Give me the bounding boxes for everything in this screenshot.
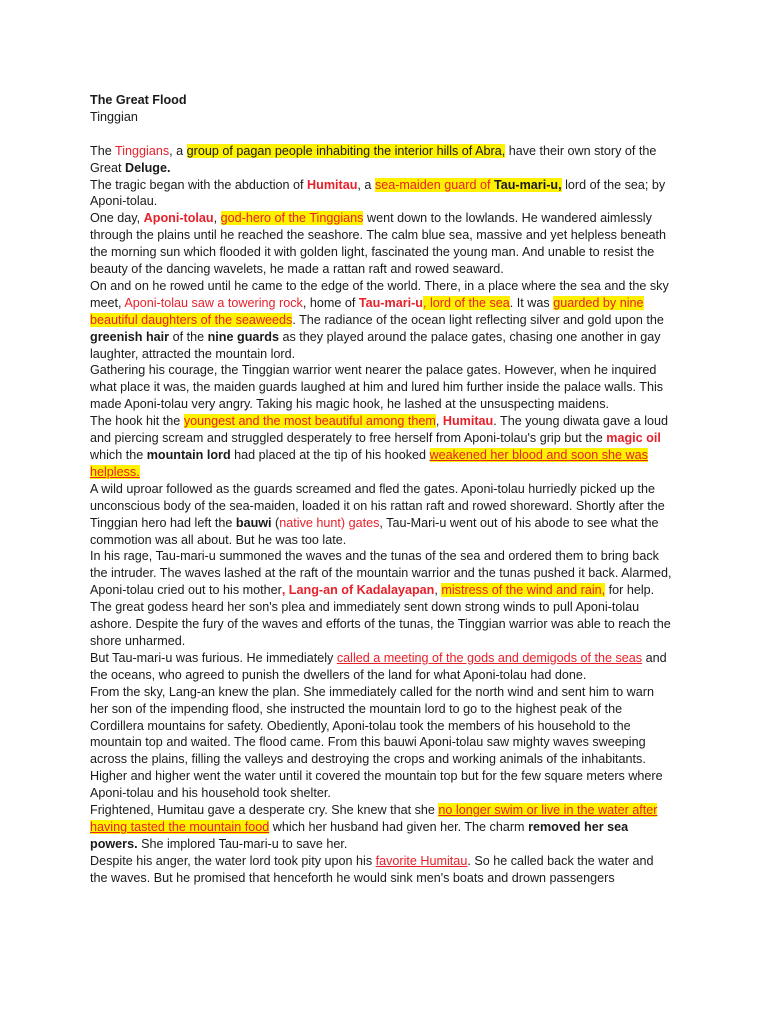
text-run: In his rage, Tau-mari-u summoned the waves and the tunas of the sea and ordered them to bring back the intruder. The waves lashed at the raft of the mountain warrior and the tunas pushed it back. Alarmed, Aponi-tolau cried out to his mother xyxy=(90,549,672,598)
text-run: , home of xyxy=(302,295,359,310)
text-run: mountain lord xyxy=(146,448,231,463)
paragraph xyxy=(90,177,674,211)
text-run: which her husband had given her. The charm xyxy=(269,819,529,834)
text-run: . The young diwata gave a loud and piercing scream and struggled desperately to free herself from Aponi-tolau's grip but the xyxy=(90,414,669,446)
text-run: which the xyxy=(90,448,147,463)
text-run: had placed at the tip of his hooked xyxy=(230,448,430,463)
text-run: , xyxy=(213,211,221,226)
text-run: greenish hair xyxy=(90,329,170,344)
highlighted-text: sea-maiden guard of xyxy=(374,177,494,192)
text-run: as they played around the palace gates, chasing one another in gay laughter, attracted the mountain lord. xyxy=(90,329,661,361)
emphasis-text: Tau-mari-u xyxy=(358,295,423,310)
emphasis-text: Humitau xyxy=(307,177,358,192)
text-run: A wild uproar followed as the guards screamed and fled the gates. Aponi-tolau hurriedly picked up the unconscious body of the sea-maiden, loaded it on his rattan raft and rowed shoreward. Shortly after the Tinggian hero had left the xyxy=(90,481,665,530)
highlighted-text: god-hero of the Tinggians xyxy=(220,211,364,226)
text-run: On and on he rowed until he came to the edge of the world. There, in a place where the sea and the sky meet, xyxy=(90,278,669,310)
emphasis-text: favorite Humitau xyxy=(375,853,468,868)
text-run: . The radiance of the ocean light reflecting silver and gold upon the xyxy=(292,312,664,327)
text-run: bauwi xyxy=(235,515,272,530)
text-run: ( xyxy=(271,515,280,530)
text-run: lord of the sea; by Aponi-tolau. xyxy=(90,177,666,209)
paragraph xyxy=(90,548,674,649)
text-run: of the xyxy=(169,329,208,344)
text-run: . It was xyxy=(509,295,554,310)
text-run: From the sky, Lang-an knew the plan. She immediately called for the north wind and sent him to warn her son of the impending flood, she instructed the mountain lord to go to the highest peak of the Cordillera mountains for safety. Obediently, Aponi-tolau took the members of his household to the mountain top and waited. The flood came. From this bauwi Aponi-tolau saw mighty waves sweeping across the plains, filling the valleys and destroying the crops and working animals of the inhabitants. Higher and higher went the water until it covered the mountain top but for the few square meters where Aponi-tolau and his household took shelter. xyxy=(90,684,663,801)
text-run: went down to the lowlands. He wandered aimlessly through the plains until he reached the seashore. The calm blue sea, massive and yet helpless beneath the morning sun which flooded it with golden light, fascinated the young man. And unable to resist the beauty of the dancing wavelets, he made a rattan raft and rowed seaward. xyxy=(90,211,666,277)
document-page xyxy=(90,92,674,887)
text-run: removed her sea powers. xyxy=(90,819,629,851)
text-run: have their own story of the Great xyxy=(90,143,657,175)
text-run: , a xyxy=(169,143,187,158)
emphasis-text: Humitau xyxy=(442,414,494,429)
highlighted-text: group of pagan people inhabiting the interior hills of Abra, xyxy=(186,143,506,158)
highlighted-text: mistress of the wind and rain, xyxy=(441,583,606,598)
text-run: The xyxy=(90,143,115,158)
emphasis-text: Aponi-tolau saw a towering rock xyxy=(124,295,303,310)
paragraph xyxy=(90,278,674,363)
text-run: Frightened, Humitau gave a desperate cry. She knew that she xyxy=(90,803,439,818)
emphasis-text: native hunt) gates xyxy=(279,515,380,530)
text-run: nine guards xyxy=(207,329,279,344)
emphasis-text: Aponi-tolau xyxy=(143,211,214,226)
text-run: , Tau-Mari-u went out of his abode to see what the commotion was all about. But he was too late. xyxy=(90,515,659,547)
highlighted-text: weakened her blood and soon she was helpless. xyxy=(90,448,648,479)
text-run: Deluge. xyxy=(125,160,171,175)
text-run: . So he called back the water and the waves. But he promised that henceforth he would sink men's boats and drown passengers xyxy=(90,853,654,885)
text-run: Gathering his courage, the Tinggian warrior went nearer the palace gates. However, when he inquired what place it was, the maiden guards laughed at him and lured him further inside the palace walls. This made Aponi-tolau very angry. Taking his magic hook, he lashed at the unsuspecting maidens. xyxy=(90,363,664,412)
paragraph xyxy=(90,853,674,887)
text-run: and the oceans, who agreed to punish the dwellers of the land for what Aponi-tolau had done. xyxy=(90,650,667,682)
paragraph xyxy=(90,362,674,413)
paragraph xyxy=(90,143,674,177)
text-run: for help. The great godess heard her son's plea and immediately sent down strong winds to pull Aponi-tolau ashore. Despite the fury of the waves and efforts of the tunas, the Tinggian warrior was able to reach the shore unharmed. xyxy=(90,583,671,648)
paragraph xyxy=(90,802,674,853)
text-run: Despite his anger, the water lord took pity upon his xyxy=(90,853,376,868)
emphasis-text: , Lang-an of Kadalayapan xyxy=(281,583,435,598)
highlighted-text: no longer swim or live in the water after having tasted the mountain food xyxy=(90,803,658,834)
paragraph xyxy=(90,210,674,278)
highlighted-text: , lord of the sea xyxy=(422,295,510,310)
emphasis-text: Tinggians xyxy=(114,143,170,158)
paragraph xyxy=(90,684,674,802)
document-subtitle: Tinggian xyxy=(90,109,138,124)
emphasis-text: called a meeting of the gods and demigods of the seas xyxy=(336,650,643,665)
text-run: , a xyxy=(357,177,375,192)
document-body xyxy=(90,143,674,887)
text-run: But Tau-mari-u was furious. He immediately xyxy=(90,650,337,665)
highlighted-text: Tau-mari-u, xyxy=(493,177,562,192)
emphasis-text: magic oil xyxy=(606,431,661,446)
text-run: She implored Tau-mari-u to save her. xyxy=(137,836,348,851)
text-run: One day, xyxy=(90,211,144,226)
highlighted-text: guarded by nine beautiful daughters of the seaweeds xyxy=(90,295,644,327)
text-run: The tragic began with the abduction of xyxy=(90,177,308,192)
paragraph xyxy=(90,413,674,481)
blank-line xyxy=(90,126,674,143)
text-run: , xyxy=(434,583,442,598)
highlighted-text: youngest and the most beautiful among them xyxy=(183,414,436,429)
document-title: The Great Flood xyxy=(90,93,187,107)
text-run: , xyxy=(435,414,443,429)
paragraph xyxy=(90,481,674,549)
text-run: The hook hit the xyxy=(90,414,184,429)
paragraph xyxy=(90,650,674,684)
